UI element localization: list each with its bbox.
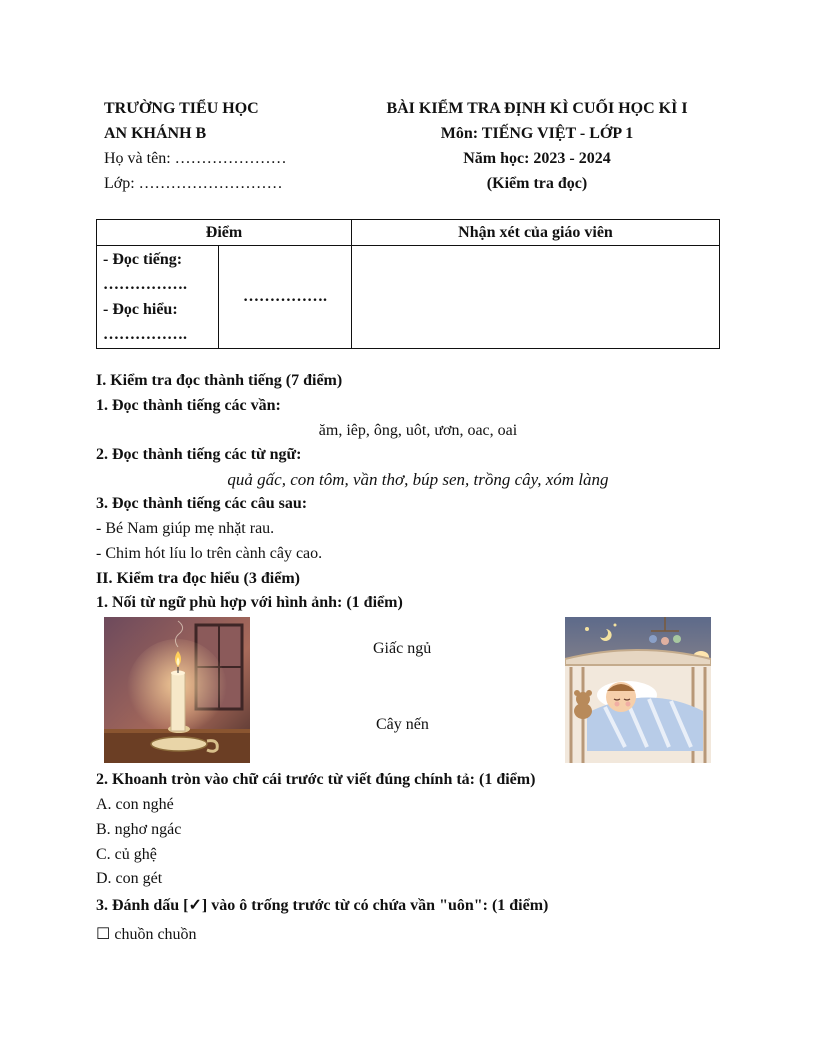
- score-header: Điểm: [97, 220, 352, 246]
- name-field-label: Họ và tên: …………………: [104, 150, 287, 167]
- sleeping-baby-icon: [565, 617, 711, 763]
- candle-icon: [104, 617, 250, 763]
- option-b: B. nghơ ngác: [96, 821, 182, 838]
- total-score-cell: …………….: [219, 246, 352, 349]
- s1-q3-line2: - Chim hót líu lo trên cành cây cao.: [96, 545, 323, 562]
- reading-aloud-label: - Đọc tiếng:: [103, 251, 183, 268]
- candle-image: [104, 617, 250, 763]
- s1-q1-title: 1. Đọc thành tiếng các vần:: [96, 397, 281, 414]
- s1-q1-content: ăm, iêp, ông, uôt, ươn, oac, oai: [318, 422, 518, 439]
- class-field-label: Lớp: ………………………: [104, 175, 283, 192]
- section1-title: I. Kiểm tra đọc thành tiếng (7 điểm): [96, 372, 343, 389]
- s1-q3-title: 3. Đọc thành tiếng các câu sau:: [96, 495, 308, 512]
- s1-q3-line1: - Bé Nam giúp mẹ nhặt rau.: [96, 520, 275, 537]
- school-year: Năm học: 2023 - 2024: [463, 150, 611, 167]
- section2-title: II. Kiểm tra đọc hiểu (3 điểm): [96, 570, 300, 587]
- s1-q2-title: 2. Đọc thành tiếng các từ ngữ:: [96, 446, 302, 463]
- reading-comp-label: - Đọc hiểu:: [103, 301, 178, 318]
- s2-q1-title: 1. Nối từ ngữ phù hợp với hình ảnh: (1 điểm): [96, 594, 403, 611]
- s2-q2-title: 2. Khoanh tròn vào chữ cái trước từ viết đúng chính tả: (1 điểm): [96, 771, 536, 788]
- option-a: A. con nghé: [96, 796, 174, 813]
- match-word-candle: Cây nến: [376, 716, 429, 733]
- reading-comp-dots: …………….: [103, 326, 187, 343]
- score-breakdown-cell: [97, 246, 219, 349]
- school-name-line2: AN KHÁNH B: [104, 125, 207, 142]
- score-table: [96, 219, 720, 349]
- reading-aloud-dots: …………….: [103, 276, 187, 293]
- exam-title: BÀI KIỂM TRA ĐỊNH KÌ CUỐI HỌC KÌ I: [386, 100, 688, 117]
- sleeping-baby-image: [565, 617, 711, 763]
- s1-q2-content: quả gấc, con tôm, vần thơ, búp sen, trồng cây, xóm làng: [227, 470, 609, 489]
- checkbox-item-chuon-chuon: ☐ chuồn chuồn: [96, 926, 197, 943]
- match-word-sleep: Giấc ngủ: [373, 640, 432, 657]
- s2-q3-title: 3. Đánh dấu [✓] vào ô trống trước từ có chứa vần "uôn": (1 điểm): [96, 897, 549, 914]
- teacher-comment-cell: [352, 246, 720, 349]
- school-info: [104, 96, 287, 196]
- exam-type: (Kiểm tra đọc): [486, 175, 588, 192]
- option-c: C. củ ghệ: [96, 846, 157, 863]
- school-name-line1: TRƯỜNG TIỂU HỌC: [104, 100, 259, 117]
- comment-header: Nhận xét của giáo viên: [352, 220, 720, 246]
- exam-subject: Môn: TIẾNG VIỆT - LỚP 1: [440, 125, 634, 142]
- option-d: D. con gét: [96, 870, 163, 887]
- exam-info: [352, 96, 722, 196]
